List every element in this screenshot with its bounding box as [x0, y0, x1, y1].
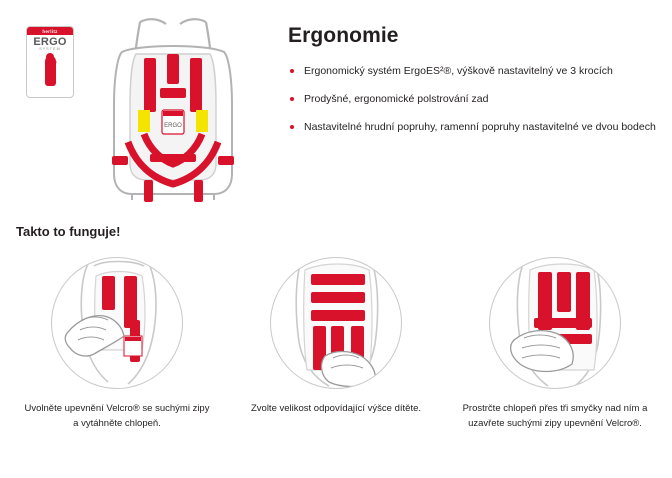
list-item: Ergonomický systém ErgoES²®, výškově nastavitelný ve 3 krocích — [288, 64, 672, 79]
illustration-column — [0, 10, 280, 206]
step-2-caption: Zvolte velikost odpovídající výšce dítěte. — [250, 403, 422, 414]
step-3-caption: Prostrčte chlopeň přes tři smyčky nad ním a uzavřete suchými zipy upevnění Velcro®. — [462, 403, 648, 429]
figure-arrow — [53, 59, 57, 65]
ergo-system-badge — [26, 26, 74, 98]
hand-threading-loops-illustration — [489, 257, 621, 389]
howto-steps — [0, 257, 672, 431]
step-1-caption: Uvolněte upevnění Velcro® se suchými zipy a vytáhněte chlopeň. — [24, 403, 210, 429]
badge-subtitle: SYSTEM — [39, 46, 61, 51]
text-column — [280, 10, 672, 148]
backpack-back-harness-illustration — [88, 14, 260, 204]
list-item: Prodyšné, ergonomické polstrování zad — [288, 92, 672, 107]
svg-text:ERGO: ERGO — [164, 123, 182, 129]
step-3 — [462, 257, 648, 431]
spine-posture-icon — [27, 53, 73, 93]
page-title: Ergonomie — [288, 24, 399, 47]
ergonomics-section — [0, 0, 672, 206]
step-2 — [243, 257, 429, 431]
list-item: Nastavitelné hrudní popruhy, ramenní popruhy nastavitelné ve dvou bodech — [288, 120, 672, 135]
hand-pulling-strap-illustration — [51, 257, 183, 389]
hand-selecting-size-illustration — [270, 257, 402, 389]
howto-title: Takto to funguje! — [16, 224, 121, 239]
step-1 — [24, 257, 210, 431]
feature-list — [288, 64, 672, 135]
brand-label: herlitz — [27, 27, 73, 35]
badge-title: ERGO — [33, 35, 67, 48]
